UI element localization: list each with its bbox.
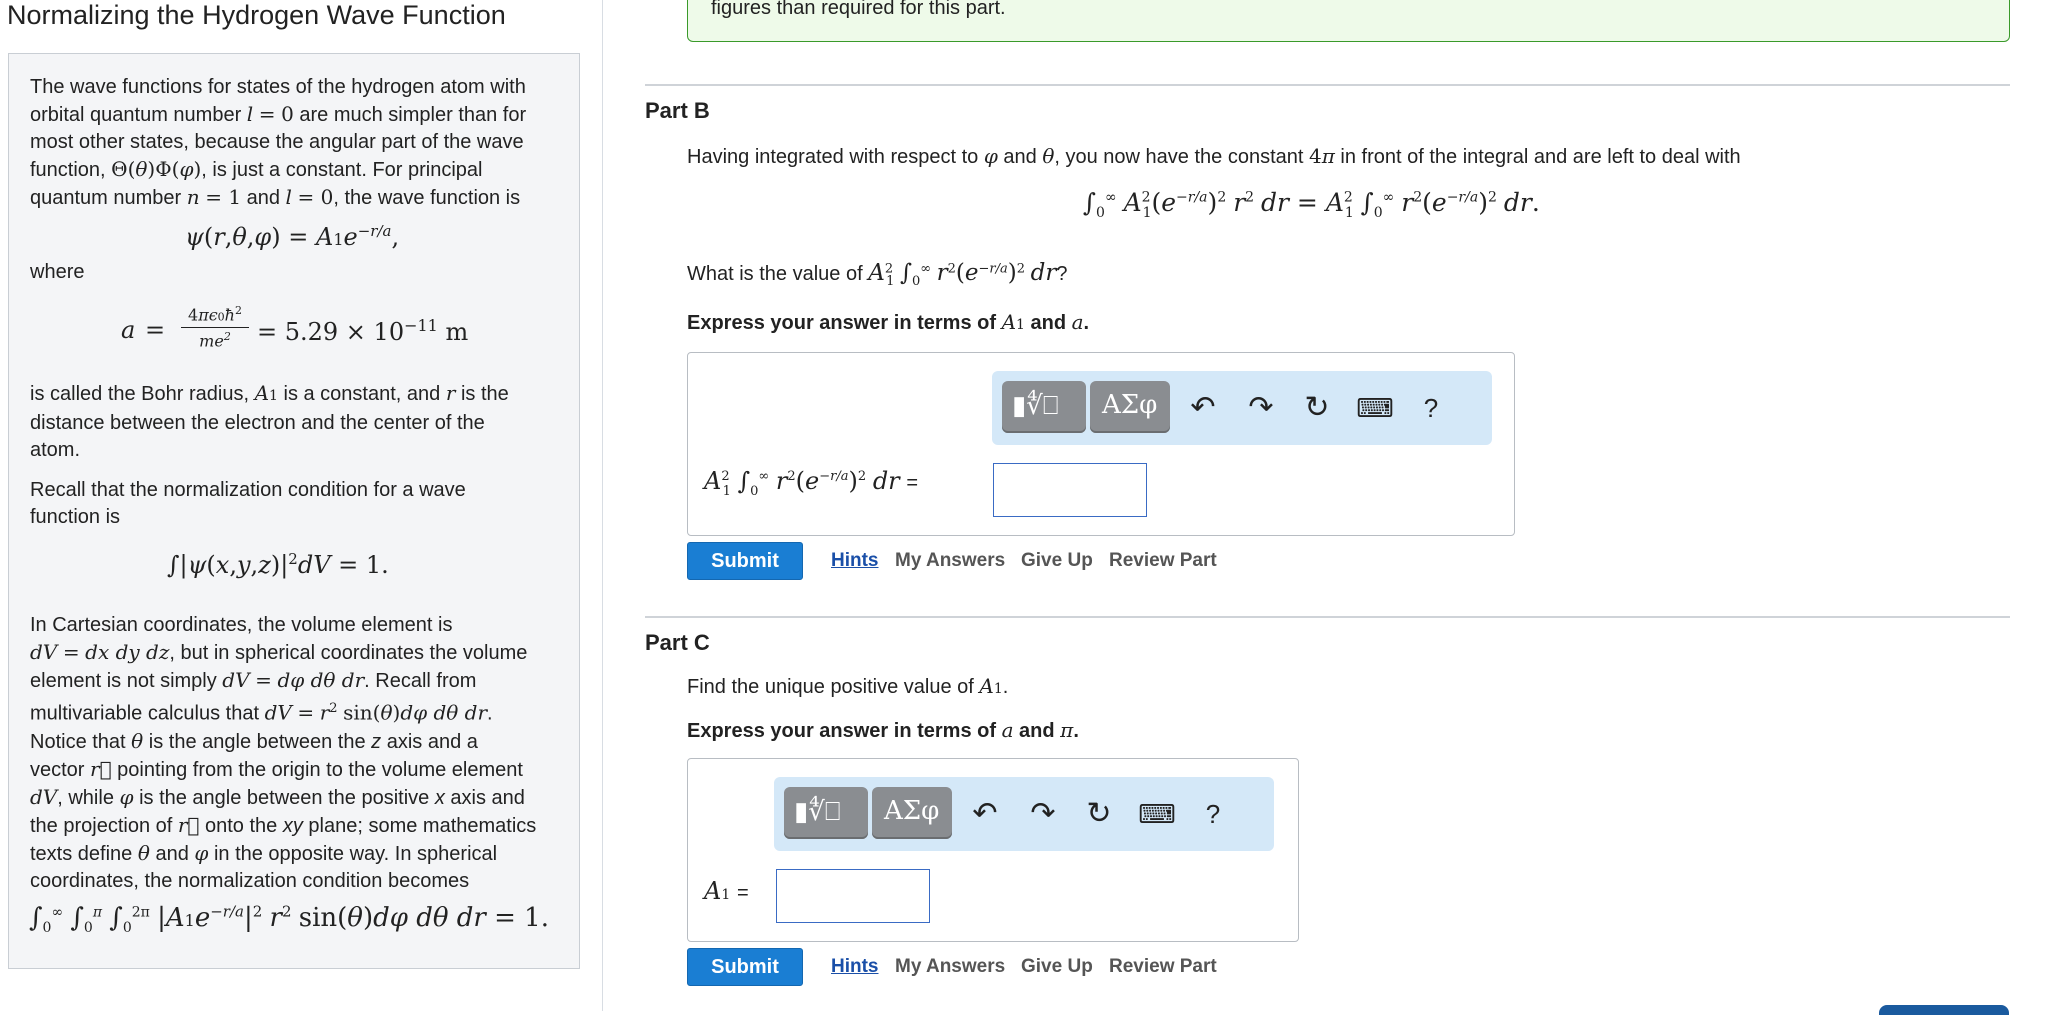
equation-spherical-normalization: $\int_0^\infty$ $\int_0^\pi$ $\int_0^{2\pi}$ $|A1e^{-r/a}|^2$ $r^2$ sin(θ)dφ dθ dr = 1. xyxy=(29,902,549,937)
part-b-text: Having integrated with respect to φ and θ, you now have the constant 4π in front of the integral and are left to deal with xyxy=(687,144,1741,168)
feedback-box xyxy=(687,0,2010,42)
intro-line: function, Θ(θ)Φ(φ), is just a constant. For principal xyxy=(30,157,483,181)
templates-button[interactable] xyxy=(1002,381,1086,433)
part-c-review-part-link[interactable]: Review Part xyxy=(1109,956,1217,977)
part-c-hints-link[interactable]: Hints xyxy=(831,956,879,977)
where-text: where xyxy=(30,261,85,283)
intro-line: most other states, because the angular part of the wave xyxy=(30,131,524,153)
square-root-template-icon: ▮∜⎕ xyxy=(1012,391,1059,421)
part-b-express: Express your answer in terms of A1 and a. xyxy=(687,310,1090,334)
intro-paragraph-4 xyxy=(30,612,570,895)
page-title: Normalizing the Hydrogen Wave Function xyxy=(7,0,506,30)
divider xyxy=(645,616,2010,618)
part-b-answer-box xyxy=(687,352,1515,536)
square-root-template-icon: ▮∜⎕ xyxy=(794,797,841,827)
intro-line: atom. xyxy=(30,439,81,461)
part-c-answer-label: A1 = xyxy=(704,877,749,905)
part-c-math-toolbar xyxy=(774,777,1274,851)
help-icon[interactable]: ? xyxy=(1423,393,1439,423)
intro-box: The wave functions for states of the hydrogen atom with orbital quantum number l = 0 are much simpler than for most other states, because the angular part of the wave function, Θ(θ)Φ(φ), is just a constant. For principal quantum number n = 1 and l = 0, the wave function is $\psi(r,\theta,\varphi) = A1e^{-r/a}$, where a = $4\pi\epsilon 0ħ^2$ $me^2$ = $5.29 \times 10^{-11}$ m is called the Bohr radius, A1 is a constant, and r is the distance between the electron and the center of the atom. Recall that the normalization condition for a wave function is $\int|\psi(x,y,z)|^2dV = 1$. In Cartesian coordinates, the volume element is dV = dx dy dz, but in spherical coordinates the volume element is not simply dV = dφ dθ dr. Recall from multivariable calculus that dV = $r^2$ sin(θ)dφ dθ dr. Notice that θ is the angle between the z axis and a vector r⃗ pointing from the origin to the volume element dV, while φ is the angle between the positive x axis and the projection of r⃗ onto the xy plane; some mathematics texts define θ and φ in the opposite way. In spherical coordinates, the normalization condition becomes $\int_0^\infty$ $\int_0^\pi$ $\int_0^{2\pi}$ $|A1e^{-r/a}|^2$ $r^2$ sin(θ)dφ dθ dr = 1. xyxy=(8,53,580,969)
intro-paragraph-1 xyxy=(30,74,570,212)
part-b-give-up-link[interactable]: Give Up xyxy=(1021,550,1093,571)
part-b-answer-input[interactable] xyxy=(993,463,1147,517)
templates-button[interactable] xyxy=(784,787,868,839)
intro-line: the projection of r⃗ onto the xy plane; some mathematics xyxy=(30,812,537,837)
intro-line: is called the Bohr radius, A1 is a constant, and r is the xyxy=(30,381,509,405)
help-icon[interactable]: ? xyxy=(1205,799,1221,829)
keyboard-icon[interactable]: ⌨ xyxy=(1138,799,1176,829)
intro-paragraph-2 xyxy=(30,380,570,464)
continue-button-edge[interactable] xyxy=(1879,1005,2009,1015)
intro-line: orbital quantum number l = 0 are much simpler than for xyxy=(30,102,527,126)
intro-line: In Cartesian coordinates, the volume element is xyxy=(30,614,453,636)
part-b-math-toolbar xyxy=(992,371,1492,445)
part-b-submit-button[interactable]: Submit xyxy=(687,542,803,580)
symbols-button[interactable] xyxy=(872,787,952,839)
symbols-button[interactable] xyxy=(1090,381,1170,433)
intro-line: multivariable calculus that dV = $r^2$ sin(θ)dφ dθ dr. xyxy=(30,700,493,725)
part-c-express: Express your answer in terms of a and π. xyxy=(687,718,1079,742)
intro-paragraph-3 xyxy=(30,477,570,531)
redo-icon[interactable]: ↷ xyxy=(1248,391,1274,424)
intro-line: distance between the electron and the center of the xyxy=(30,412,485,434)
intro-line: Notice that θ is the angle between the z axis and a xyxy=(30,728,478,753)
part-c-question: Find the unique positive value of A1. xyxy=(687,674,1009,698)
undo-icon[interactable]: ↶ xyxy=(1190,391,1216,424)
equation-psi: $\psi(r,\theta,\varphi) = A1e^{-r/a}$, xyxy=(185,222,400,251)
part-b-heading: Part B xyxy=(645,98,710,123)
intro-line: texts define θ and φ in the opposite way. In spherical xyxy=(30,840,498,865)
intro-line: quantum number n = 1 and l = 0, the wave function is xyxy=(30,185,521,209)
feedback-text: figures than required for this part. xyxy=(711,0,1006,19)
intro-line: vector r⃗ pointing from the origin to the volume element xyxy=(30,756,523,781)
reset-icon[interactable]: ↻ xyxy=(1304,391,1330,424)
intro-panel xyxy=(0,0,603,1011)
part-c-answer-input[interactable] xyxy=(776,869,930,923)
equation-normalization: $\int|\psi(x,y,z)|^2dV = 1$. xyxy=(167,550,389,579)
part-c-give-up-link[interactable]: Give Up xyxy=(1021,956,1093,977)
part-c-my-answers-link[interactable]: My Answers xyxy=(895,956,1006,977)
part-b-question: What is the value of $A^2_1$ $\int_0^\infty$ $r^2(e^{-r/a})^2$ dr? xyxy=(687,260,1068,289)
intro-line: coordinates, the normalization condition becomes xyxy=(30,869,470,892)
part-c-heading: Part C xyxy=(645,630,710,655)
part-b-hints-link[interactable]: Hints xyxy=(831,550,879,571)
part-c-submit-button[interactable]: Submit xyxy=(687,948,803,986)
symbols-label: ΑΣφ xyxy=(1102,390,1158,420)
question-panel xyxy=(603,0,2046,1011)
intro-line: function is xyxy=(30,506,121,528)
intro-line: The wave functions for states of the hydrogen atom with xyxy=(30,76,526,98)
intro-line: Recall that the normalization condition for a wave xyxy=(30,479,466,501)
intro-line: element is not simply dV = dφ dθ dr. Recall from xyxy=(30,668,477,692)
redo-icon[interactable]: ↷ xyxy=(1030,797,1056,830)
part-b-my-answers-link[interactable]: My Answers xyxy=(895,550,1006,571)
undo-icon[interactable]: ↶ xyxy=(972,797,998,830)
part-b-answer-label: $A^2_1$ $\int_0^\infty$ $r^2(e^{-r/a})^2$ dr = xyxy=(704,467,919,499)
divider xyxy=(645,84,2010,86)
symbols-label: ΑΣφ xyxy=(884,796,940,826)
keyboard-icon[interactable]: ⌨ xyxy=(1356,393,1394,423)
part-c-answer-box xyxy=(687,758,1299,942)
reset-icon[interactable]: ↻ xyxy=(1086,797,1112,830)
part-b-equation: $\int_0^\infty$ $A^2_1(e^{-r/a})^2$ $r^2$ dr = $A^2_1$ $\int_0^\infty$ $r^2(e^{-r/a})^2$ dr. xyxy=(1083,188,1540,221)
part-b-review-part-link[interactable]: Review Part xyxy=(1109,550,1217,571)
intro-line: dV = dx dy dz, but in spherical coordinates the volume xyxy=(30,640,528,664)
intro-line: dV, while φ is the angle between the positive x axis and xyxy=(30,784,525,809)
